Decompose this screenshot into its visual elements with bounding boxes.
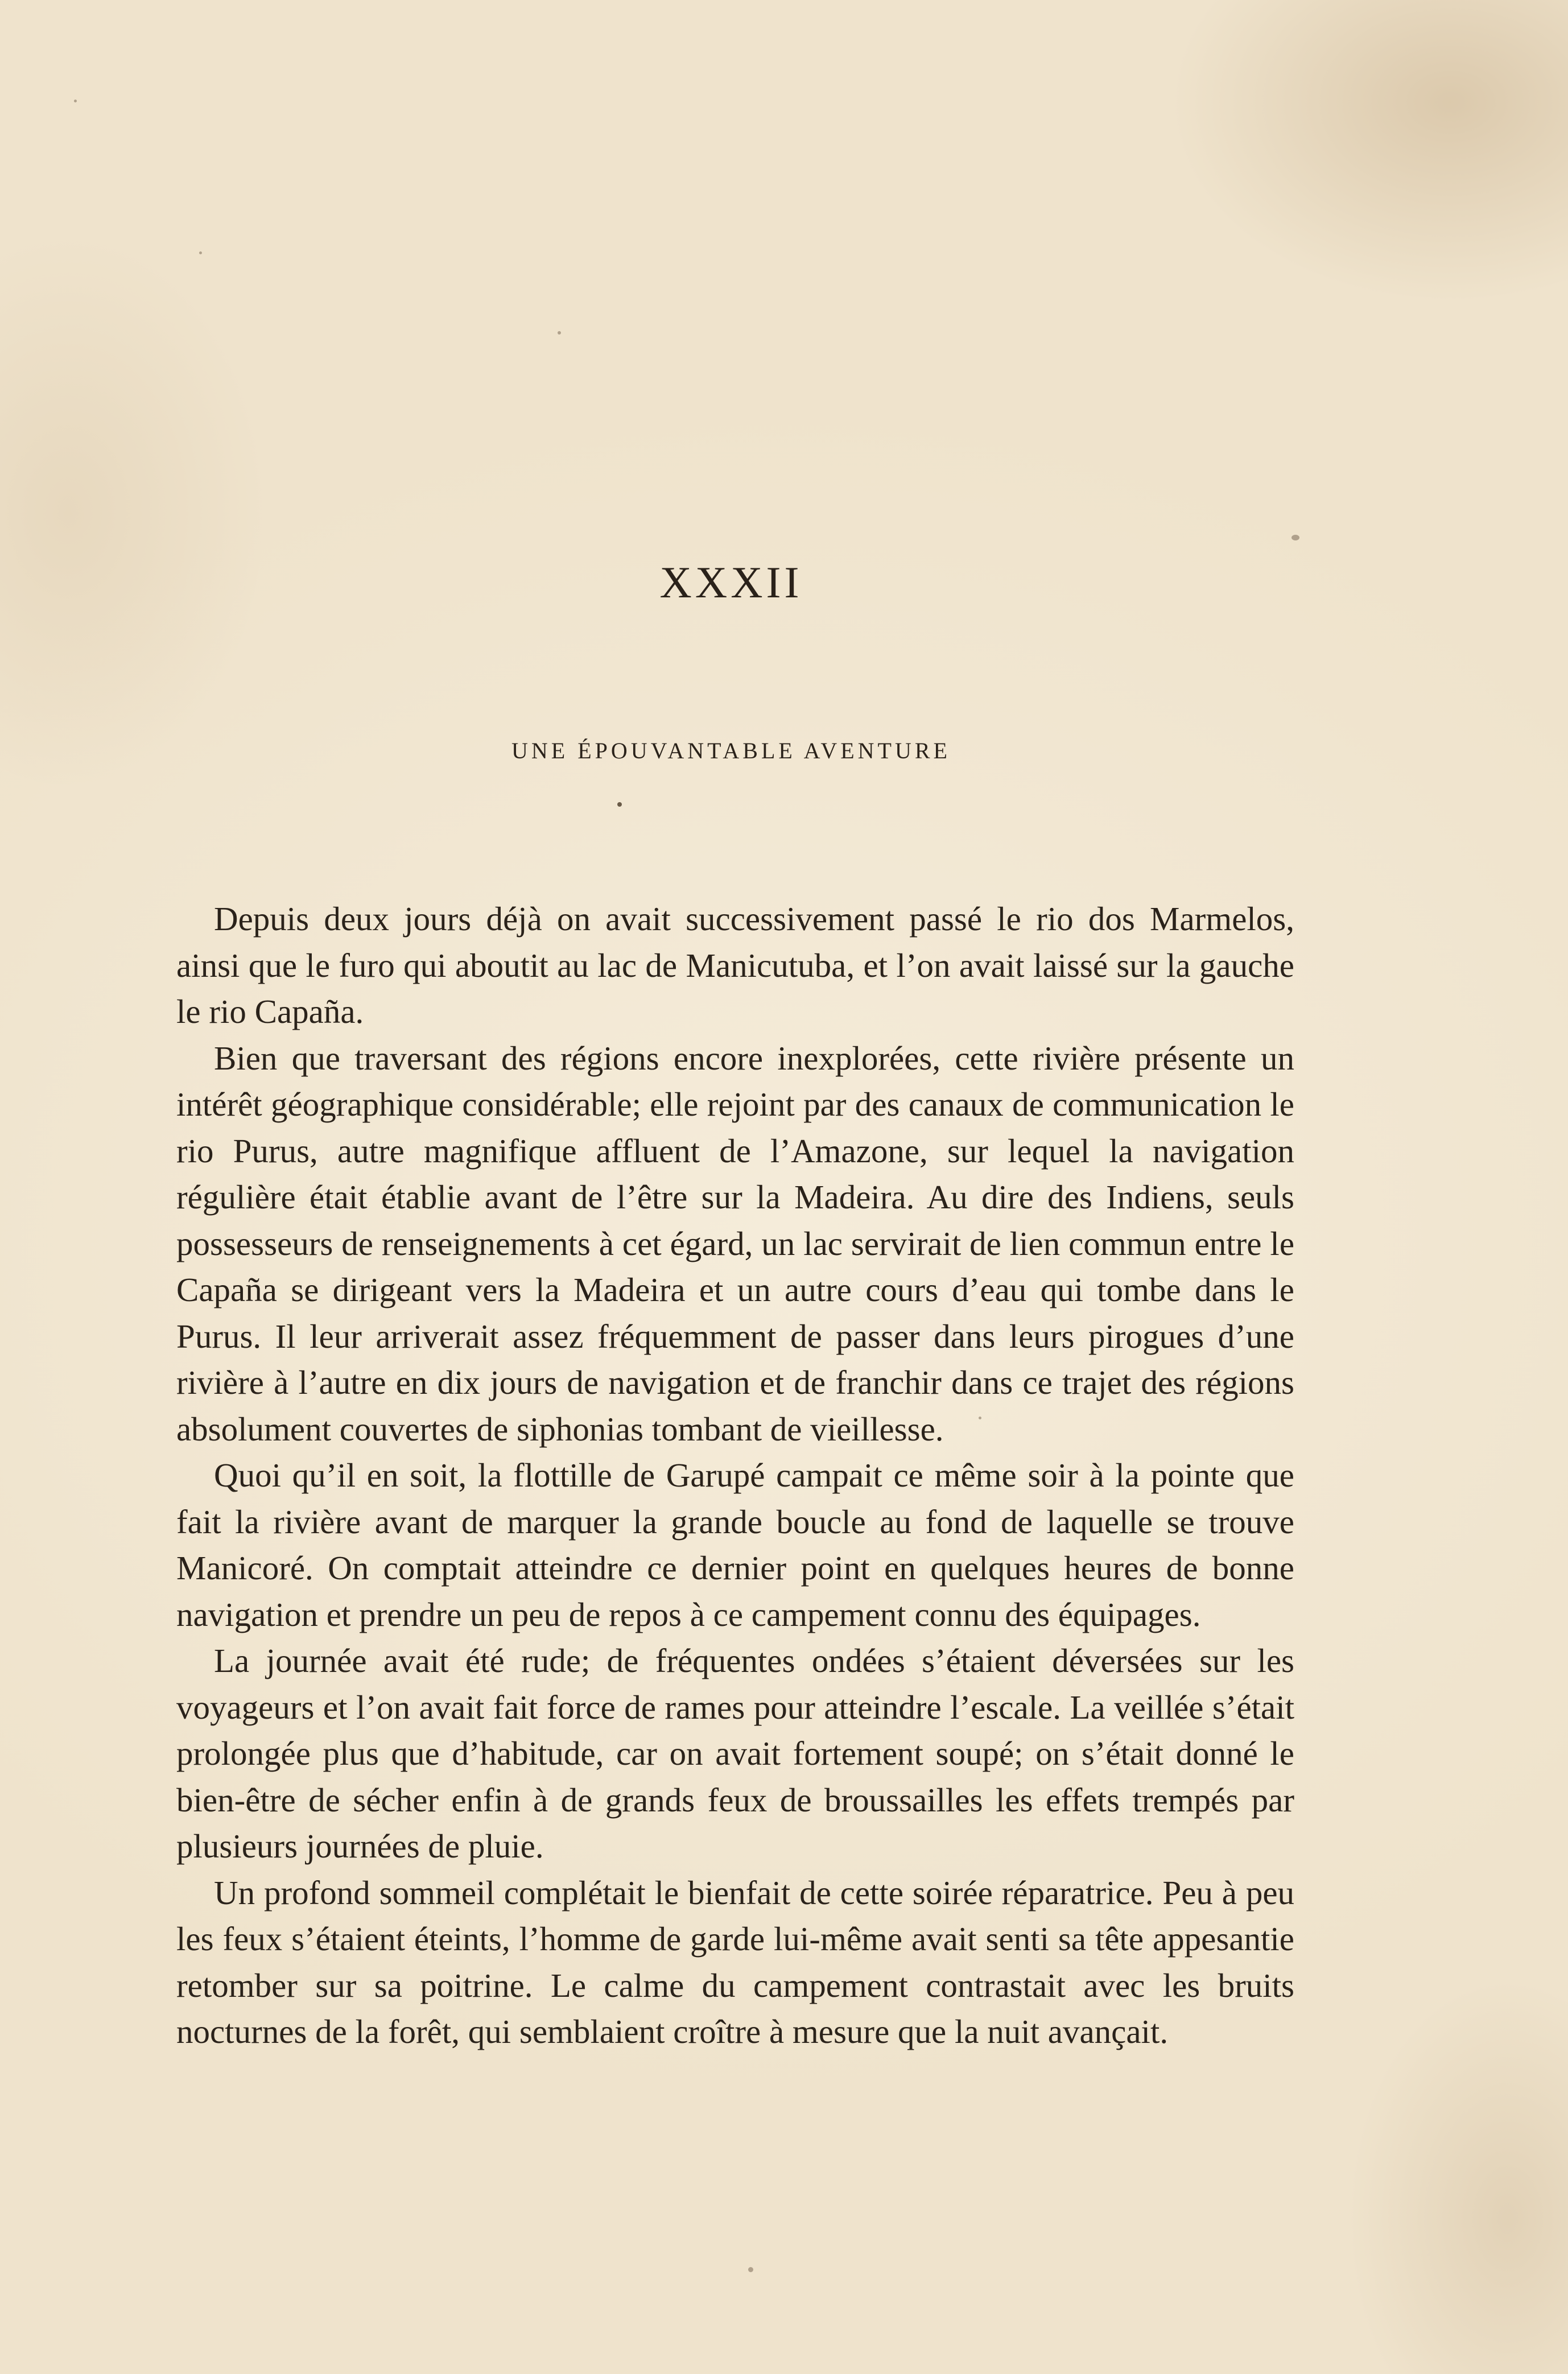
paragraph: Un profond sommeil complétait le bienfait de cette soirée réparatrice. Peu à peu les feux s’étaient éteints, l’homme de garde lui-même avait senti sa tête appesantie retomber sur sa poitrine. Le calme du campement contrastait avec les bruits nocturnes de la forêt, qui semblaient croître à mesure que la nuit avançait. [176, 1873, 1294, 2050]
paragraph: Bien que traversant des régions encore inexplorées, cette rivière présente un intérêt géographique considérable; elle rejoint par des canaux de communication le rio Purus, autre magnifique affluent de l’Amazone, sur lequel la navigation régulière était établie avant de l’être sur la Madeira. Au dire des Indiens, seuls possesseurs de renseignements à cet égard, un lac servirait de lien commun entre le Capaña se dirigeant vers la Madeira et un autre cours d’eau qui tombe dans le Purus. Il leur arriverait assez fréquemment de passer dans leurs pirogues d’une rivière à l’autre en dix jours de navigation et de franchir dans ce trajet des régions absolument couvertes de siphonias tombant de vieillesse. [176, 1039, 1294, 1448]
paragraph: Quoi qu’il en soit, la flottille de Garupé campait ce même soir à la pointe que fait la rivière avant de marquer la grande boucle au fond de laquelle se trouve Manicoré. On comptait atteindre ce dernier point en quelques heures de bonne navigation et prendre un peu de repos à ce campement connu des équipages. [176, 1456, 1294, 1633]
chapter-title: UNE ÉPOUVANTABLE AVENTURE [511, 738, 951, 763]
chapter-number: XXXII [659, 558, 803, 607]
paragraph: La journée avait été rude; de fréquentes ondées s’étaient déversées sur les voyageurs et l’on avait fait force de rames pour atteindre l’escale. La veillée s’était prolongée plus que d’habitude, car on avait fortement soupé; on s’était donné le bien-être de sécher enfin à de grands feux de broussailles les effets trempés par plusieurs journées de pluie. [176, 1642, 1294, 1865]
paragraph: Depuis deux jours déjà on avait successivement passé le rio dos Marmelos, ainsi que le furo qui aboutit au lac de Manicutuba, et l’on avait laissé sur la gauche le rio Capaña. [176, 900, 1294, 1030]
paper-speck [1291, 535, 1299, 540]
title-ornament-dot [617, 802, 622, 807]
paper-speck [199, 251, 202, 254]
chapter-body [176, 896, 1294, 2055]
paper-speck [748, 2267, 753, 2272]
paper-speck [74, 100, 77, 102]
paper-speck [558, 331, 561, 335]
